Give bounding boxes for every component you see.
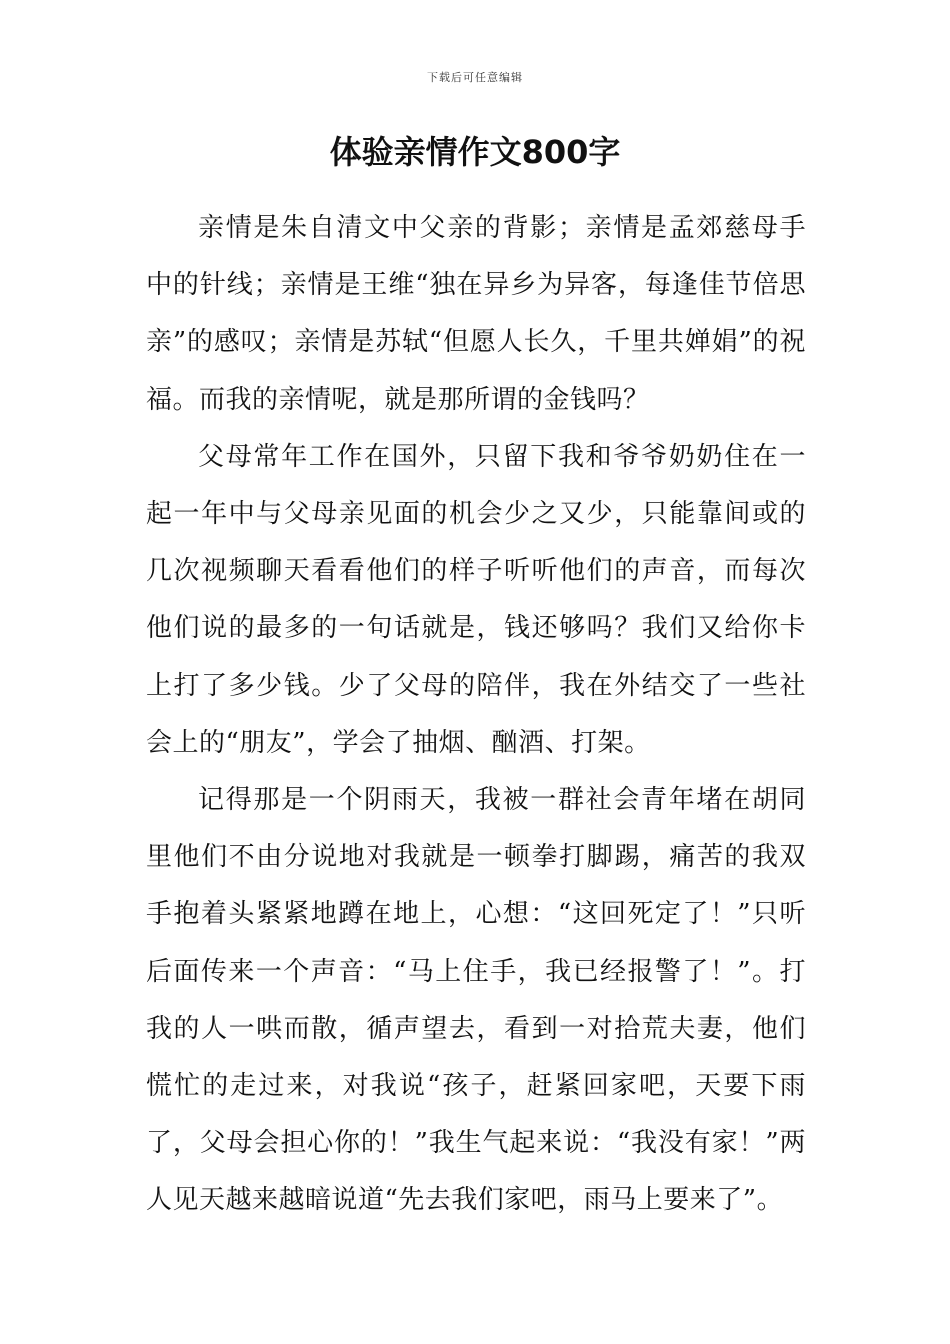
paragraph: 父母常年工作在国外，只留下我和爷爷奶奶住在一起一年中与父母亲见面的机会少之又少，只能靠间或的几次视频聊天看看他们的样子听听他们的声音，而每次他们说的最多的一句话就是，钱还够吗？我们又给你卡上打了多少钱。少了父母的陪伴，我在外结交了一些社会上的“朋友”，学会了抽烟、酗酒、打架。 xyxy=(146,441,806,758)
paragraph: 记得那是一个阴雨天，我被一群社会青年堵在胡同里他们不由分说地对我就是一顿拳打脚踢，痛苦的我双手抱着头紧紧地蹲在地上，心想：“这回死定了！”只听后面传来一个声音：“马上住手，我已经报警了！”。打我的人一哄而散，循声望去，看到一对拾荒夫妻，他们慌忙的走过来，对我说“孩子，赶紧回家吧，天要下雨了，父母会担心你的！”我生气起来说：“我没有家！”两人见天越来越暗说道“先去我们家吧，雨马上要来了”。 xyxy=(146,785,806,1216)
document-body xyxy=(146,200,806,1230)
header-note: 下载后可任意编辑 xyxy=(427,71,523,84)
document-title: 体验亲情作文800字 xyxy=(329,133,621,171)
paragraph: 亲情是朱自清文中父亲的背影；亲情是孟郊慈母手中的针线；亲情是王维“独在异乡为异客，每逢佳节倍思亲”的感叹；亲情是苏轼“但愿人长久，千里共婵娟”的祝福。而我的亲情呢，就是那所谓的金钱吗？ xyxy=(146,213,806,415)
